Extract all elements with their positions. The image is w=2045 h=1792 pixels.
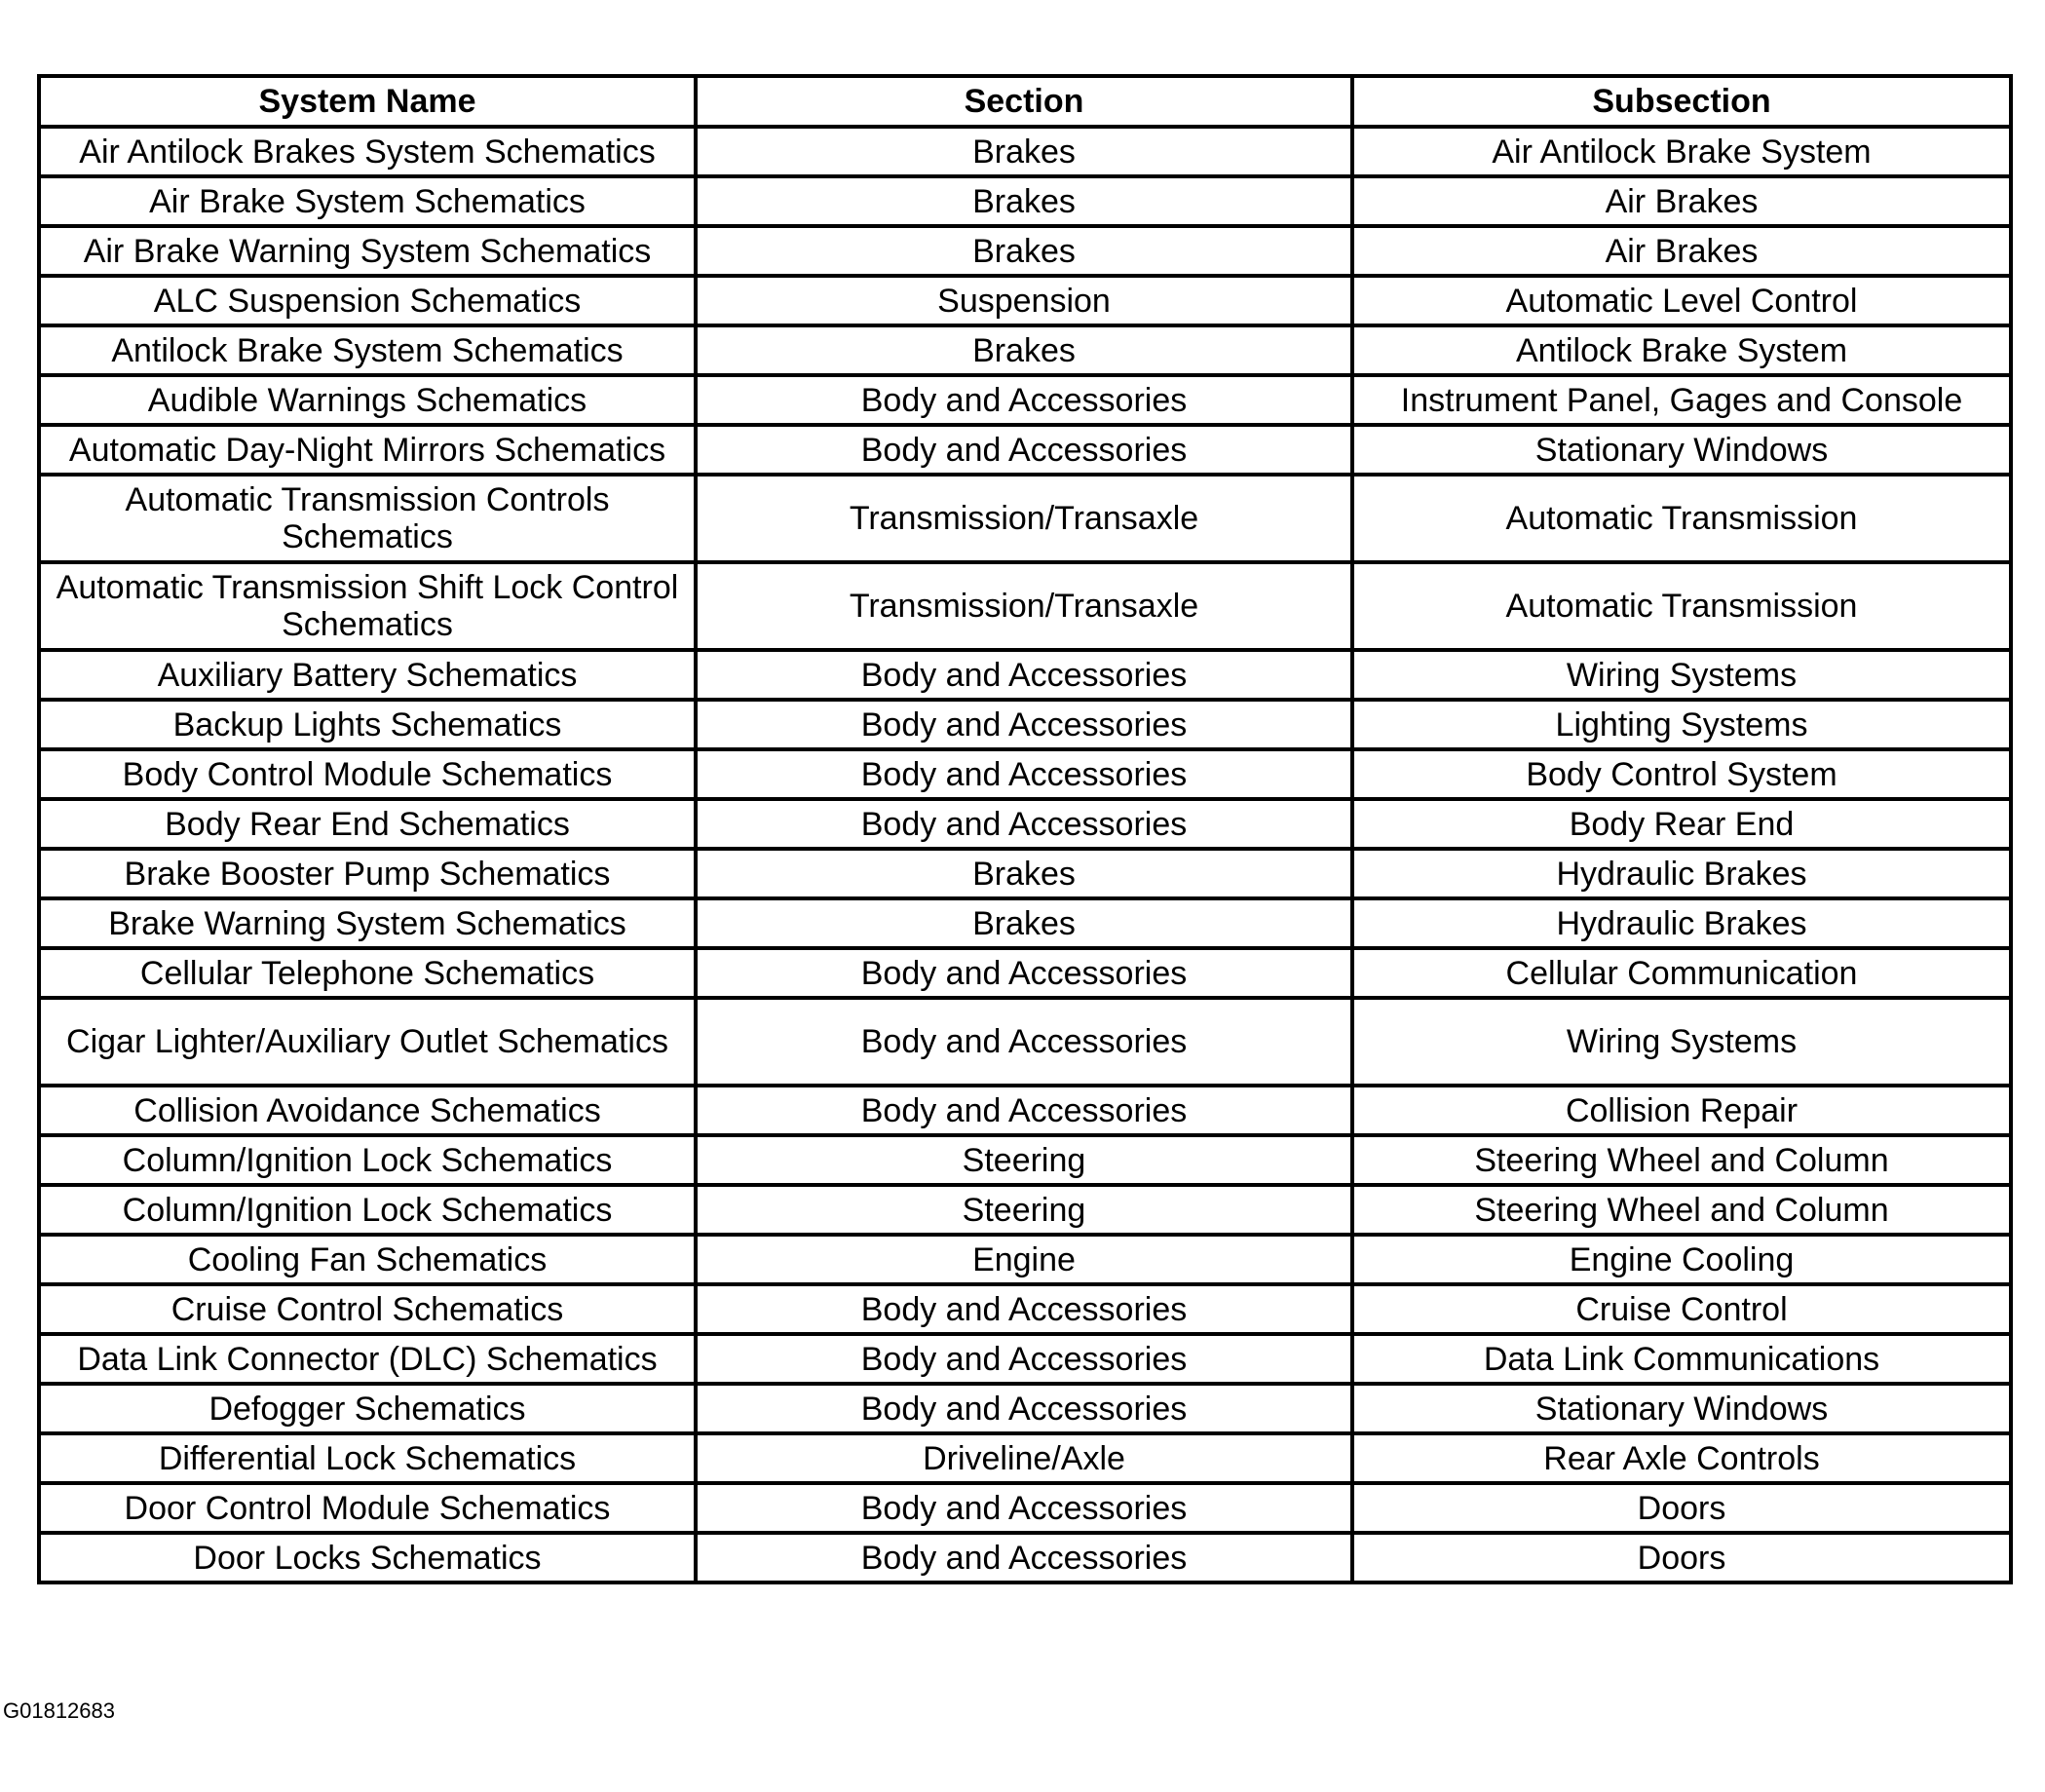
table-row <box>39 1086 2011 1135</box>
cell-section: Driveline/Axle <box>696 1433 1352 1483</box>
cell-section: Brakes <box>696 849 1352 898</box>
cell-system-name: Door Control Module Schematics <box>39 1483 696 1533</box>
cell-subsection: Air Brakes <box>1352 176 2011 226</box>
cell-subsection: Data Link Communications <box>1352 1334 2011 1384</box>
table-row <box>39 276 2011 325</box>
cell-section: Brakes <box>696 127 1352 176</box>
table-row <box>39 475 2011 562</box>
cell-section: Engine <box>696 1235 1352 1284</box>
table-row <box>39 998 2011 1086</box>
table-row <box>39 799 2011 849</box>
cell-subsection: Rear Axle Controls <box>1352 1433 2011 1483</box>
table-row <box>39 176 2011 226</box>
cell-section: Body and Accessories <box>696 1384 1352 1433</box>
cell-system-name: Air Antilock Brakes System Schematics <box>39 127 696 176</box>
cell-section: Transmission/Transaxle <box>696 475 1352 562</box>
table-row <box>39 1334 2011 1384</box>
schematics-index-table <box>37 74 2013 1584</box>
cell-subsection: Instrument Panel, Gages and Console <box>1352 375 2011 425</box>
cell-subsection: Stationary Windows <box>1352 1384 2011 1433</box>
table-row <box>39 1284 2011 1334</box>
cell-system-name: Door Locks Schematics <box>39 1533 696 1582</box>
table-row <box>39 226 2011 276</box>
cell-section: Body and Accessories <box>696 1533 1352 1582</box>
cell-section: Body and Accessories <box>696 948 1352 998</box>
cell-system-name: Backup Lights Schematics <box>39 700 696 749</box>
table-row <box>39 1533 2011 1582</box>
cell-system-name: Automatic Day-Night Mirrors Schematics <box>39 425 696 475</box>
header-section: Section <box>696 76 1352 127</box>
cell-section: Body and Accessories <box>696 1284 1352 1334</box>
cell-subsection: Air Antilock Brake System <box>1352 127 2011 176</box>
cell-system-name: Brake Booster Pump Schematics <box>39 849 696 898</box>
cell-section: Body and Accessories <box>696 998 1352 1086</box>
table-header-row <box>39 76 2011 127</box>
cell-system-name: Automatic Transmission Shift Lock Control Schematics <box>39 562 696 650</box>
cell-system-name: Differential Lock Schematics <box>39 1433 696 1483</box>
cell-system-name: Cigar Lighter/Auxiliary Outlet Schematics <box>39 998 696 1086</box>
cell-subsection: Hydraulic Brakes <box>1352 849 2011 898</box>
cell-system-name: Defogger Schematics <box>39 1384 696 1433</box>
cell-system-name: Body Control Module Schematics <box>39 749 696 799</box>
cell-subsection: Stationary Windows <box>1352 425 2011 475</box>
cell-subsection: Wiring Systems <box>1352 650 2011 700</box>
cell-system-name: Data Link Connector (DLC) Schematics <box>39 1334 696 1384</box>
table-row <box>39 749 2011 799</box>
cell-subsection: Body Rear End <box>1352 799 2011 849</box>
cell-system-name: Collision Avoidance Schematics <box>39 1086 696 1135</box>
table-row <box>39 127 2011 176</box>
cell-system-name: Brake Warning System Schematics <box>39 898 696 948</box>
cell-section: Body and Accessories <box>696 1086 1352 1135</box>
cell-section: Steering <box>696 1185 1352 1235</box>
cell-subsection: Automatic Transmission <box>1352 475 2011 562</box>
cell-subsection: Hydraulic Brakes <box>1352 898 2011 948</box>
table-row <box>39 325 2011 375</box>
cell-system-name: Cellular Telephone Schematics <box>39 948 696 998</box>
cell-subsection: Steering Wheel and Column <box>1352 1185 2011 1235</box>
cell-system-name: Body Rear End Schematics <box>39 799 696 849</box>
table-row <box>39 1135 2011 1185</box>
table-row <box>39 1384 2011 1433</box>
cell-subsection: Lighting Systems <box>1352 700 2011 749</box>
cell-system-name: ALC Suspension Schematics <box>39 276 696 325</box>
cell-system-name: Column/Ignition Lock Schematics <box>39 1185 696 1235</box>
cell-subsection: Automatic Transmission <box>1352 562 2011 650</box>
table-row <box>39 700 2011 749</box>
cell-subsection: Steering Wheel and Column <box>1352 1135 2011 1185</box>
cell-section: Brakes <box>696 176 1352 226</box>
cell-section: Transmission/Transaxle <box>696 562 1352 650</box>
table-row <box>39 1185 2011 1235</box>
cell-section: Body and Accessories <box>696 1334 1352 1384</box>
table-row <box>39 562 2011 650</box>
table-row <box>39 948 2011 998</box>
cell-section: Suspension <box>696 276 1352 325</box>
header-subsection: Subsection <box>1352 76 2011 127</box>
table-row <box>39 375 2011 425</box>
header-system-name: System Name <box>39 76 696 127</box>
cell-section: Brakes <box>696 226 1352 276</box>
table-row <box>39 1235 2011 1284</box>
cell-section: Brakes <box>696 325 1352 375</box>
table-row <box>39 849 2011 898</box>
cell-subsection: Doors <box>1352 1533 2011 1582</box>
table-row <box>39 1483 2011 1533</box>
cell-subsection: Antilock Brake System <box>1352 325 2011 375</box>
cell-section: Body and Accessories <box>696 700 1352 749</box>
table-row <box>39 1433 2011 1483</box>
cell-system-name: Column/Ignition Lock Schematics <box>39 1135 696 1185</box>
cell-subsection: Air Brakes <box>1352 226 2011 276</box>
cell-subsection: Engine Cooling <box>1352 1235 2011 1284</box>
cell-section: Body and Accessories <box>696 749 1352 799</box>
cell-system-name: Air Brake System Schematics <box>39 176 696 226</box>
cell-system-name: Audible Warnings Schematics <box>39 375 696 425</box>
cell-section: Steering <box>696 1135 1352 1185</box>
cell-section: Body and Accessories <box>696 1483 1352 1533</box>
table-row <box>39 898 2011 948</box>
cell-section: Body and Accessories <box>696 375 1352 425</box>
table-row <box>39 650 2011 700</box>
cell-system-name: Automatic Transmission Controls Schematics <box>39 475 696 562</box>
cell-section: Body and Accessories <box>696 650 1352 700</box>
cell-system-name: Cruise Control Schematics <box>39 1284 696 1334</box>
cell-subsection: Body Control System <box>1352 749 2011 799</box>
table-row <box>39 425 2011 475</box>
cell-subsection: Automatic Level Control <box>1352 276 2011 325</box>
cell-section: Brakes <box>696 898 1352 948</box>
cell-system-name: Cooling Fan Schematics <box>39 1235 696 1284</box>
cell-system-name: Antilock Brake System Schematics <box>39 325 696 375</box>
cell-subsection: Doors <box>1352 1483 2011 1533</box>
cell-subsection: Collision Repair <box>1352 1086 2011 1135</box>
cell-system-name: Auxiliary Battery Schematics <box>39 650 696 700</box>
cell-subsection: Cellular Communication <box>1352 948 2011 998</box>
figure-id-label: G01812683 <box>3 1698 115 1723</box>
cell-section: Body and Accessories <box>696 799 1352 849</box>
cell-system-name: Air Brake Warning System Schematics <box>39 226 696 276</box>
cell-subsection: Wiring Systems <box>1352 998 2011 1086</box>
cell-subsection: Cruise Control <box>1352 1284 2011 1334</box>
cell-section: Body and Accessories <box>696 425 1352 475</box>
